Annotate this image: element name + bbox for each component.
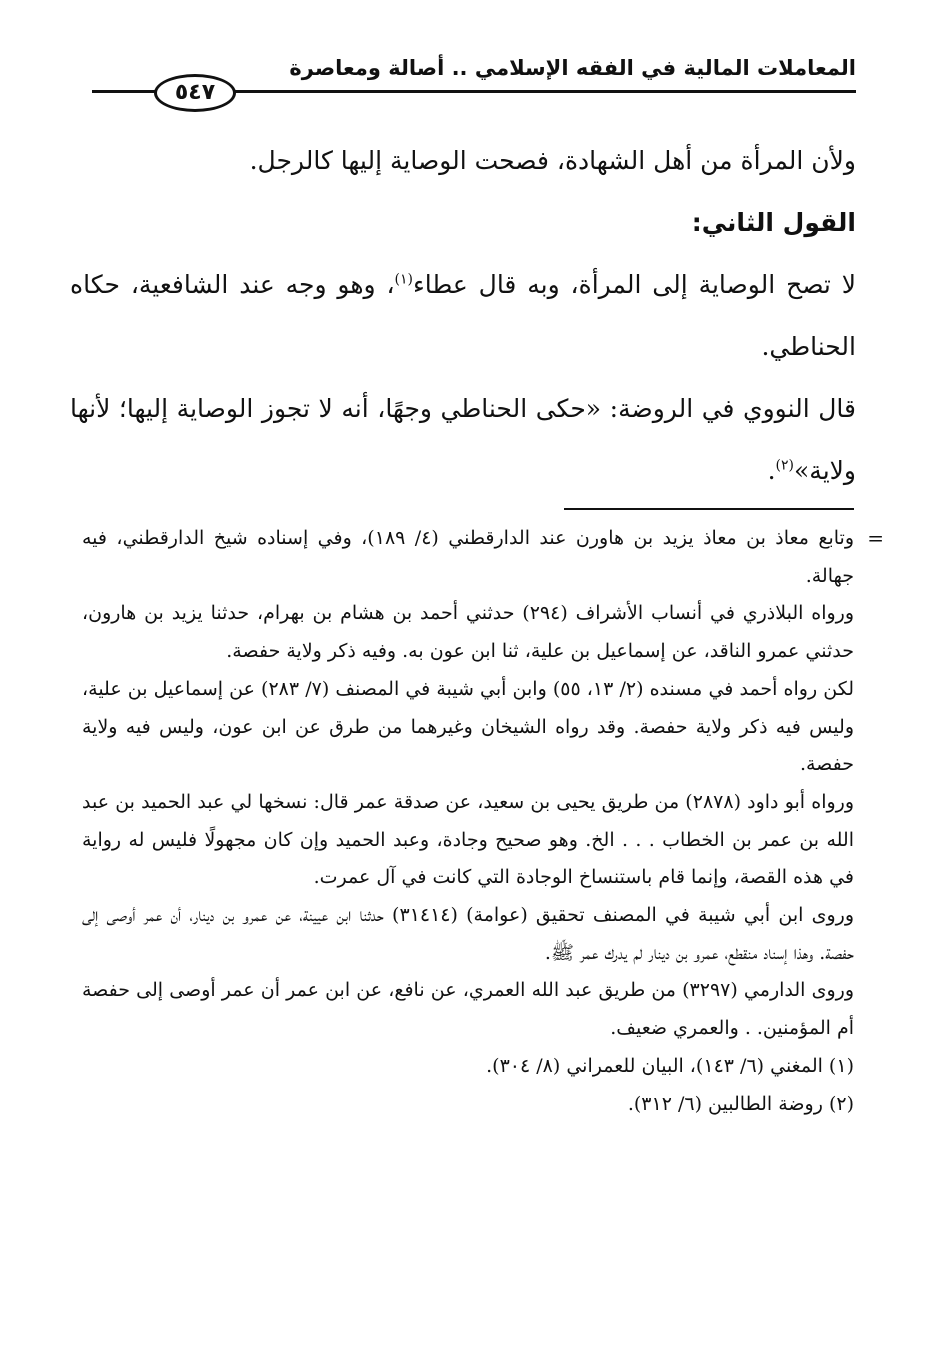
continuation-mark: = xyxy=(867,526,884,550)
footnote-separator xyxy=(564,508,854,510)
section-heading: القول الثاني: xyxy=(691,208,856,237)
page-header xyxy=(92,52,856,105)
paragraph-3-text-b: . xyxy=(767,456,776,485)
footnote-ref-2[interactable]: (٢) xyxy=(775,457,794,474)
footnote-paragraph: وروى الدارمي (٣٢٩٧) من طريق عبد الله العمري، عن نافع، عن ابن عمر أن عمر أوصى إلى حفصة أم المؤمنين. . والعمري ضعيف. xyxy=(82,979,854,1040)
footnote-paragraph: لكن رواه أحمد في مسنده (٢/ ١٣، ٥٥) وابن أبي شيبة في المصنف (٧/ ٢٨٣) عن إسماعيل بن علية، وليس فيه ذكر ولاية حفصة. وقد رواه الشيخان وغيرهما من طرق عن ابن عون، وليس فيه ولاية حفصة. xyxy=(82,677,854,776)
main-text xyxy=(70,130,856,502)
footnote-paragraph: ورواه البلاذري في أنساب الأشراف (٢٩٤) حدثني أحمد بن هشام بن بهرام، حدثنا يزيد بن هارون، حدثني عمرو الناقد، عن إسماعيل بن علية، ثنا ابن عون به. وفيه ذكر ولاية حفصة. xyxy=(82,602,854,663)
paragraph-2 xyxy=(70,254,856,378)
paragraph-1: ولأن المرأة من أهل الشهادة، فصحت الوصاية إليها كالرجل. xyxy=(249,146,856,175)
footnote-paragraph: ورواه أبو داود (٢٨٧٨) من طريق يحيى بن سعيد، عن صدقة عمر قال: نسخها لي عبد الحميد بن عبد الله بن عمر بن الخطاب . . . الخ. وهو صحيح وجادة، وعبد الحميد وإن كان مجهولًا فليس له رواية في هذه القصة، وإنما قام باستنساخ الوجادة التي كانت في آل عمرت. xyxy=(82,790,854,889)
running-title: المعاملات المالية في الفقه الإسلامي .. أصالة ومعاصرة xyxy=(289,56,856,80)
paragraph-2-text-b: ، وهو وجه عند الشافعية، حكاه الحناطي. xyxy=(70,270,856,361)
page-number: ٥٤٧ xyxy=(154,74,236,112)
paragraph-3 xyxy=(70,378,856,502)
footnote-2: (٢) روضة الطالبين (٦/ ٣١٢). xyxy=(627,1092,854,1115)
footnote-1: (١) المغني (٦/ ١٤٣)، البيان للعمراني (٨/ ٣٠٤). xyxy=(486,1054,854,1077)
footnote-ref-1[interactable]: (١) xyxy=(394,271,413,288)
footnotes xyxy=(82,520,884,1123)
paragraph-3-text-a: قال النووي في الروضة: «حكى الحناطي وجهًا، أنه لا تجوز الوصاية إليها؛ لأنها ولاية» xyxy=(70,394,856,485)
footnote-paragraph: وتابع معاذ بن معاذ يزيد بن هاورن عند الدارقطني (٤/ ١٨٩)، وفي إسناده شيخ الدارقطني، فيه جهالة. xyxy=(82,527,854,587)
footnote-paragraph: وروى ابن أبي شيبة في المصنف تحقيق (عوامة) (٣١٤١٤) حدثنا ابن عيينة، عن عمرو بن دينار، أن عمر أوصى إلى حفصة. وهذا إسناد منقطع، عمرو بن دينار لم يدرك عمر ﷺ. xyxy=(82,904,854,964)
paragraph-2-text-a: لا تصح الوصاية إلى المرأة، وبه قال عطاء xyxy=(413,270,856,299)
